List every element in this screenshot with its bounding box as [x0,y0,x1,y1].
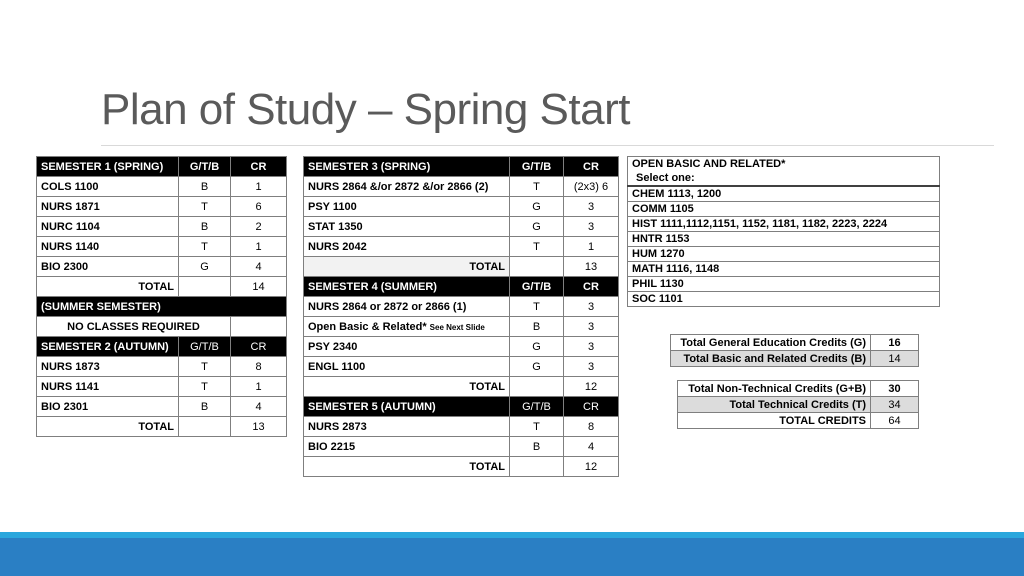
course-option: HNTR 1153 [628,232,940,247]
total-label: TOTAL [37,417,179,437]
gtb-cell: T [179,237,231,257]
table-row [304,197,619,217]
total-non-technical-label: Total Non-Technical Credits (G+B) [678,381,871,397]
total-row [304,257,619,277]
open-basic-title-row [628,157,940,172]
gtb-cell: G [510,197,564,217]
gtb-cell: T [510,237,564,257]
course-cell: BIO 2300 [37,257,179,277]
cr-cell: 8 [564,417,619,437]
table-row [304,297,619,317]
header-gtb: G/T/B [179,337,231,357]
table-row [37,217,287,237]
total-value: 13 [564,257,619,277]
cr-cell: 3 [564,357,619,377]
total-technical-value: 34 [871,397,919,413]
course-option: HIST 1111,1112,1151, 1152, 1181, 1182, 2223, 2224 [628,217,940,232]
semester-2-header [37,337,287,357]
total-value: 12 [564,377,619,397]
header-gtb: G/T/B [510,277,564,297]
table-row [304,177,619,197]
course-option: COMM 1105 [628,202,940,217]
course-cell: NURS 1140 [37,237,179,257]
list-item [628,292,940,307]
course-cell: NURS 2042 [304,237,510,257]
empty-cell [510,377,564,397]
total-label: TOTAL [37,277,179,297]
cr-cell: 6 [231,197,287,217]
cr-cell: 4 [564,437,619,457]
cr-cell: 1 [231,177,287,197]
course-cell: NURS 2873 [304,417,510,437]
semester-3-5-table [303,156,619,477]
total-gen-ed-label: Total General Education Credits (G) [671,335,871,351]
course-option: HUM 1270 [628,247,940,262]
cr-cell: (2x3) 6 [564,177,619,197]
semester-1-2-table [36,156,287,437]
gtb-cell: T [510,417,564,437]
list-item [628,217,940,232]
header-cr: CR [564,157,619,177]
table-row [678,413,919,429]
list-item [628,247,940,262]
semester-1-header [37,157,287,177]
gtb-cell: G [179,257,231,277]
course-cell: COLS 1100 [37,177,179,197]
title-divider [101,145,994,146]
course-cell: BIO 2301 [37,397,179,417]
open-basic-subtitle-row [628,171,940,186]
gtb-cell: B [510,437,564,457]
table-row [37,197,287,217]
course-cell: PSY 1100 [304,197,510,217]
empty-cell [179,417,231,437]
table-row [37,377,287,397]
footer-band [0,538,1024,576]
header-semester: SEMESTER 5 (AUTUMN) [304,397,510,417]
header-cr: CR [564,277,619,297]
table-row [37,397,287,417]
course-cell: STAT 1350 [304,217,510,237]
total-row [304,457,619,477]
course-option: SOC 1101 [628,292,940,307]
cr-cell: 1 [231,237,287,257]
gtb-cell: B [179,397,231,417]
table-row [37,177,287,197]
table-row [304,417,619,437]
list-item [628,186,940,202]
total-credits-label: TOTAL CREDITS [678,413,871,429]
table-row [304,317,619,337]
credit-totals-table-a [670,334,919,367]
course-cell: ENGL 1100 [304,357,510,377]
list-item [628,232,940,247]
total-basic-related-value: 14 [871,351,919,367]
select-one-label: Select one: [628,171,940,186]
course-cell: NURS 1871 [37,197,179,217]
total-row [37,277,287,297]
course-option: PHIL 1130 [628,277,940,292]
course-cell: NURS 1141 [37,377,179,397]
open-basic-title: OPEN BASIC AND RELATED* [628,157,940,172]
header-gtb: G/T/B [510,157,564,177]
header-gtb: G/T/B [179,157,231,177]
semester-4-header [304,277,619,297]
summer-header [37,297,287,317]
cr-cell: 3 [564,297,619,317]
list-item [628,262,940,277]
course-option: CHEM 1113, 1200 [628,186,940,202]
header-cr: CR [564,397,619,417]
table-row [678,397,919,413]
semester-5-header [304,397,619,417]
empty-cell [510,257,564,277]
gtb-cell: T [179,377,231,397]
list-item [628,202,940,217]
header-cr: CR [231,337,287,357]
table-row [37,357,287,377]
cr-cell: 3 [564,217,619,237]
gtb-cell: T [179,357,231,377]
total-gen-ed-value: 16 [871,335,919,351]
empty-cell [510,457,564,477]
cr-cell: 1 [564,237,619,257]
total-row [304,377,619,397]
semester-3-header [304,157,619,177]
cr-cell: 3 [564,337,619,357]
cr-cell: 3 [564,317,619,337]
open-basic-course: Open Basic & Related* [308,320,427,333]
header-cr: CR [231,157,287,177]
total-label: TOTAL [304,377,510,397]
cr-cell: 1 [231,377,287,397]
total-technical-label: Total Technical Credits (T) [678,397,871,413]
total-value: 12 [564,457,619,477]
total-label: TOTAL [304,257,510,277]
course-cell: NURS 2864 &/or 2872 &/or 2866 (2) [304,177,510,197]
table-row [37,237,287,257]
total-row [37,417,287,437]
gtb-cell: G [510,337,564,357]
course-cell: NURS 1873 [37,357,179,377]
table-row [304,337,619,357]
open-basic-related-table [627,156,940,307]
empty-cell [231,317,287,337]
table-row [678,381,919,397]
course-cell: PSY 2340 [304,337,510,357]
header-semester: SEMESTER 2 (AUTUMN) [37,337,179,357]
table-row [304,217,619,237]
total-value: 13 [231,417,287,437]
course-cell: NURS 2864 or 2872 or 2866 (1) [304,297,510,317]
cr-cell: 2 [231,217,287,237]
course-option: MATH 1116, 1148 [628,262,940,277]
cr-cell: 4 [231,397,287,417]
credit-totals-table-b [677,380,919,429]
gtb-cell: B [179,217,231,237]
gtb-cell: T [510,297,564,317]
table-row [671,335,919,351]
header-semester: SEMESTER 3 (SPRING) [304,157,510,177]
total-basic-related-label: Total Basic and Related Credits (B) [671,351,871,367]
cr-cell: 4 [231,257,287,277]
total-value: 14 [231,277,287,297]
gtb-cell: G [510,217,564,237]
table-row [304,357,619,377]
no-classes-note: NO CLASSES REQUIRED [37,317,231,337]
table-row [37,257,287,277]
header-semester: SEMESTER 4 (SUMMER) [304,277,510,297]
table-row [671,351,919,367]
table-row [304,437,619,457]
course-cell [304,317,510,337]
header-gtb: G/T/B [510,397,564,417]
cr-cell: 8 [231,357,287,377]
empty-cell [179,277,231,297]
page-title: Plan of Study – Spring Start [101,85,630,134]
total-label: TOTAL [304,457,510,477]
total-credits-value: 64 [871,413,919,429]
header-semester: SEMESTER 1 (SPRING) [37,157,179,177]
course-cell: BIO 2215 [304,437,510,457]
gtb-cell: B [179,177,231,197]
gtb-cell: G [510,357,564,377]
course-cell: NURC 1104 [37,217,179,237]
summer-note-row [37,317,287,337]
gtb-cell: B [510,317,564,337]
summer-semester-label: (SUMMER SEMESTER) [37,297,287,317]
gtb-cell: T [179,197,231,217]
total-non-technical-value: 30 [871,381,919,397]
list-item [628,277,940,292]
see-next-slide-note: See Next Slide [429,322,485,332]
gtb-cell: T [510,177,564,197]
table-row [304,237,619,257]
cr-cell: 3 [564,197,619,217]
